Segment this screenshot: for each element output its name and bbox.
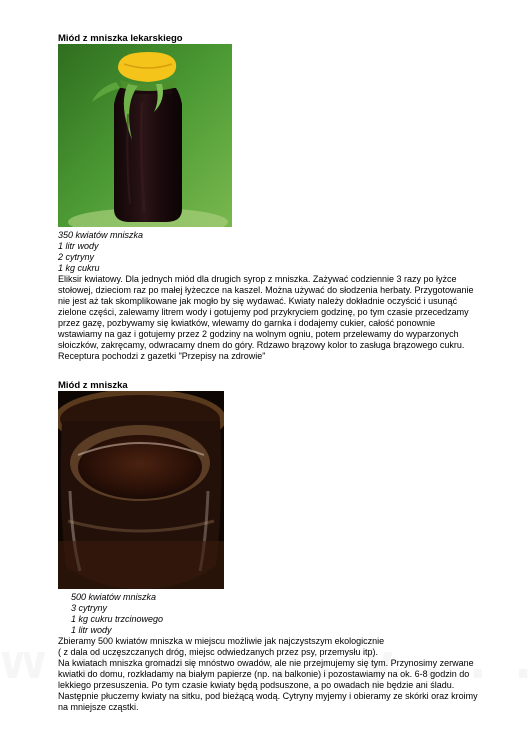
ingredient-item: 1 litr wody <box>58 241 99 251</box>
body-line: Następnie płuczemy kwiaty na sitku, pod bieżącą wodą. Cytryny myjemy i obieramy ze skórki oraz kroimy <box>58 691 478 701</box>
body-line: wstawiamy na gaz i gotujemy przez 2 godziny na wolnym ogniu, potem przelewamy do wyparzonych <box>58 329 459 339</box>
ingredient-item: 2 cytryny <box>58 252 95 262</box>
honey-bottle-photo <box>58 44 232 227</box>
body-line: na mniejsze cząstki. <box>58 702 139 712</box>
recipe1-body <box>58 274 474 362</box>
recipe2-body <box>58 636 478 713</box>
honey-jar-illustration <box>58 391 224 589</box>
body-line: Na kwiatach mniszka gromadzi się mnóstwo owadów, ale nie przejmujemy się tym. Przynosimy zerwane <box>58 658 474 668</box>
ingredient-item: 350 kwiatów mniszka <box>58 230 144 240</box>
recipe2-title: Miód z mniszka <box>58 380 128 391</box>
ingredient-item: 1 litr wody <box>71 625 112 635</box>
honey-bottle-illustration <box>58 44 232 227</box>
recipe1-ingredients <box>58 230 143 274</box>
ingredient-item: 1 kg cukru <box>58 263 100 273</box>
honey-jar-photo <box>58 391 224 589</box>
body-line: kwiatki do domu, rozkładamy na białym papierze (np. na balkonie) i pozostawiamy na ok. 6-8 godzin do <box>58 669 470 679</box>
body-line: lekkiego przesuszenia. Po tym czasie kwiaty będą podsuszone, a po owadach nie będzie ani śladu. <box>58 680 455 690</box>
recipe1-title: Miód z mniszka lekarskiego <box>58 33 183 44</box>
recipe2-ingredients <box>71 592 163 636</box>
body-line: Eliksir kwiatowy. Dla jednych miód dla drugich syrop z mniszka. Zażywać codziennie 3 razy po łyżce <box>58 274 457 284</box>
ingredient-item: 1 kg cukru trzcinowego <box>71 614 164 624</box>
body-line: stołowej, dzieciom raz po małej łyżeczce na kaszel. Można używać do słodzenia herbaty. Przygotowanie <box>58 285 474 295</box>
body-line: przez gazę, pozbywamy się kwiatków, wlewamy do garnka i dodajemy cukier, całość ponownie <box>58 318 436 328</box>
body-line: słoiczków, zakręcamy, odwracamy dnem do góry. Rdzawo brązowy kolor to zasługa brązowego cukru. <box>58 340 465 350</box>
body-line: zielone części, zalewamy litrem wody i gotujemy pod przykryciem godzinę, po tym czasie przecedzamy <box>58 307 469 317</box>
body-line: Receptura pochodzi z gazetki "Przepisy na zdrowie" <box>58 351 266 361</box>
body-line: nie jest aż tak skomplikowane jak mogło by się wydawać. Kwiaty należy dokładnie oczyścić i usunąć <box>58 296 458 306</box>
body-line: ( z dala od uczęszczanych dróg, miejsc odwiedzanych przez psy, przemysłu itp). <box>58 647 378 657</box>
body-line: Zbieramy 500 kwiatów mniszka w miejscu możliwie jak najczystszym ekologicznie <box>58 636 385 646</box>
ingredient-item: 500 kwiatów mniszka <box>71 592 157 602</box>
ingredient-item: 3 cytryny <box>71 603 108 613</box>
